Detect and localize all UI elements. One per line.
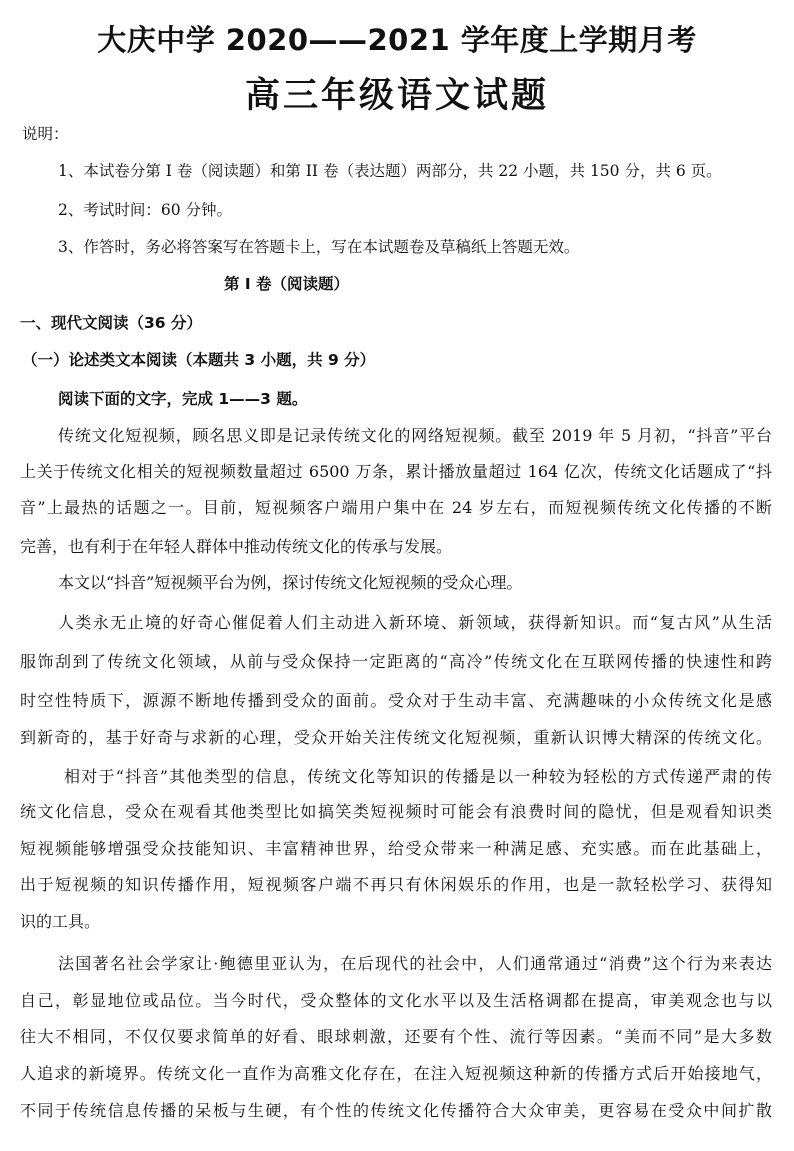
passage-line: 不同于传统信息传播的呆板与生硬，有个性的传统文化传播符合大众审美，更容易在受众中间扩散 [20, 1101, 772, 1120]
reading-prompt: 阅读下面的文字，完成 1——3 题。 [58, 390, 308, 408]
passage-line: 服饰刮到了传统文化领域，从前与受众保持一定距离的“高冷”传统文化在互联网传播的快速性和跨 [20, 652, 772, 671]
passage-line: 上关于传统文化相关的短视频数量超过 6500 万条，累计播放量超过 164 亿次，传统文化话题成了“抖 [20, 462, 772, 481]
passage-line: 传统文化短视频，顾名思义即是记录传统文化的网络短视频。截至 2019 年 5 月初，“抖音”平台 [58, 426, 772, 445]
passage-line: 识的工具。 [20, 912, 101, 931]
passage-line: 往大不相同，不仅仅要求简单的好看、眼球刺激，还要有个性、流行等因素。“美而不同”是大多数 [20, 1027, 772, 1046]
passage-line: 统文化信息，受众在观看其他类型比如搞笑类短视频时可能会有浪费时间的隐忧，但是观看知识类 [20, 802, 772, 821]
passage-line: 音”上最热的话题之一。目前，短视频客户端用户集中在 24 岁左右，而短视频传统文化传播的不断 [20, 498, 772, 517]
instruction-item-1: 1、本试卷分第 I 卷（阅读题）和第 II 卷（表达题）两部分，共 22 小题，共 150 分，共 6 页。 [58, 162, 722, 180]
passage-line: 到新奇的，基于好奇与求新的心理，受众开始关注传统文化短视频，重新认识博大精深的传统文化。 [20, 728, 772, 747]
instruction-item-2: 2、考试时间：60 分钟。 [58, 201, 233, 219]
passage-line: 完善，也有利于在年轻人群体中推动传统文化的传承与发展。 [20, 537, 453, 556]
passage-line: 相对于“抖音”其他类型的信息，传统文化等知识的传播是以一种较为轻松的方式传递严肃的传 [64, 767, 772, 786]
exam-subject-title: 高三年级语文试题 [244, 76, 549, 116]
part-title: 一、现代文阅读（36 分） [20, 314, 202, 332]
passage-line: 出于短视频的知识传播作用，短视频客户端不再只有休闲娱乐的作用，也是一款轻松学习、获得知 [20, 875, 772, 894]
passage-line: 短视频能够增强受众技能知识、丰富精神世界，给受众带来一种满足感、充实感。而在此基础上， [20, 839, 772, 858]
passage-line: 人追求的新境界。传统文化一直作为高雅文化存在，在注入短视频这种新的传播方式后开始接地气， [20, 1064, 772, 1083]
passage-line: 法国著名社会学家让·鲍德里亚认为，在后现代的社会中，人们通常通过“消费”这个行为来表达 [58, 954, 772, 973]
instruction-item-3: 3、作答时，务必将答案写在答题卡上，写在本试题卷及草稿纸上答题无效。 [58, 238, 580, 256]
passage-line: 人类永无止境的好奇心催促着人们主动进入新环境、新领域，获得新知识。而“复古风”从生活 [58, 613, 772, 632]
passage-line: 自己，彰显地位或品位。当今时代，受众整体的文化水平以及生活格调都在提高，审美观念也与以 [20, 991, 772, 1010]
exam-header-title: 大庆中学 2020——2021 学年度上学期月考 [97, 23, 697, 57]
instructions-label: 说明： [22, 125, 69, 143]
passage-line: 时空性特质下，源源不断地传播到受众的面前。受众对于生动丰富、充满趣味的小众传统文化是感 [20, 691, 772, 710]
passage-line: 本文以“抖音”短视频平台为例，探讨传统文化短视频的受众心理。 [58, 573, 523, 592]
volume-title: 第 I 卷（阅读题） [224, 275, 350, 293]
subpart-title: （一）论述类文本阅读（本题共 3 小题，共 9 分） [22, 351, 376, 369]
